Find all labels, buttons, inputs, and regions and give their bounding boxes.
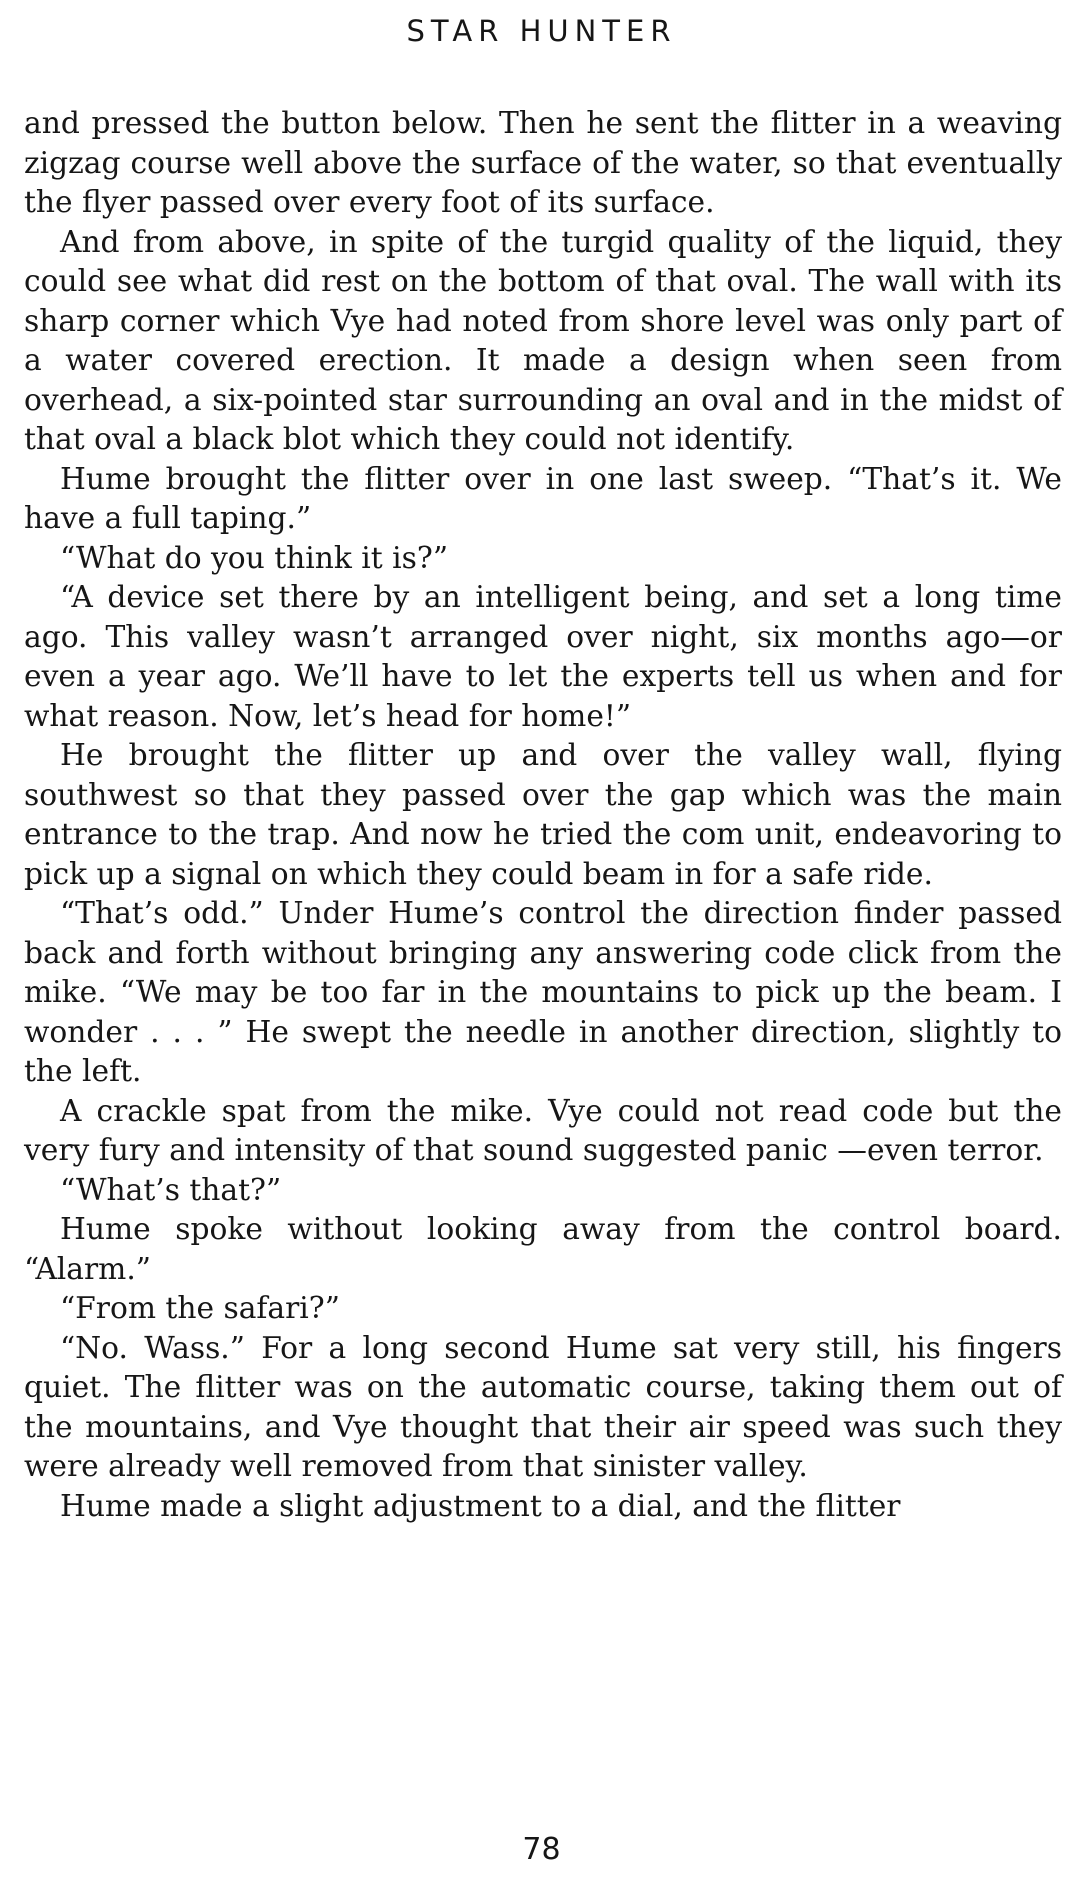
page-number: 78	[522, 1832, 561, 1867]
paragraph: And from above, in spite of the turgid quality of the liquid, they could see what did rest on the bottom of that oval. The wall with its sharp corner which Vye had noted from shore level was only part of a water covered erection. It made a design when seen from overhead, a six-pointed star surrounding an oval and in the midst of that oval a black blot which they could not identify.	[24, 224, 1062, 457]
paragraph: “No. Wass.” For a long second Hume sat very still, his fingers quiet. The flitter was on the automatic course, taking them out of the mountains, and Vye thought that their air speed was such they were already well removed from that sinister valley.	[24, 1330, 1062, 1484]
paragraph: Hume spoke without looking away from the control board. “Alarm.”	[24, 1212, 1062, 1287]
paragraph: Hume brought the flitter over in one last sweep. “That’s it. We have a full taping.”	[24, 461, 1062, 536]
paragraph: and pressed the button below. Then he sent the flitter in a weaving zigzag course well above the surface of the water, so that eventually the flyer passed over every foot of its surface.	[24, 106, 1062, 220]
paragraph: “A device set there by an intelligent being, and set a long time ago. This valley wasn’t arranged over night, six months ago—or even a year ago. We’ll have to let the experts tell us when and for what reason. Now, let’s head for home!”	[24, 580, 1062, 734]
body-text	[24, 104, 1062, 1526]
paragraph: “What’s that?”	[60, 1172, 282, 1208]
paragraph: A crackle spat from the mike. Vye could not read code but the very fury and intensity of that sound suggested panic —even terror.	[24, 1093, 1062, 1168]
running-head-title: STAR HUNTER	[406, 14, 677, 48]
paragraph: Hume made a slight adjustment to a dial, and the flitter	[60, 1488, 901, 1524]
paragraph: He brought the flitter up and over the valley wall, flying southwest so that they passed over the gap which was the main entrance to the trap. And now he tried the com unit, endeavoring to pick up a signal on which they could beam in for a safe ride.	[24, 738, 1062, 892]
paragraph: “That’s odd.” Under Hume’s control the direction finder passed back and forth without bringing any answering code click from the mike. “We may be too far in the mountains to pick up the beam. I wonder . . . ” He swept the needle in another direction, slightly to the left.	[24, 896, 1062, 1089]
paragraph: “From the safari?”	[60, 1291, 340, 1326]
paragraph: “What do you think it is?”	[60, 540, 448, 576]
